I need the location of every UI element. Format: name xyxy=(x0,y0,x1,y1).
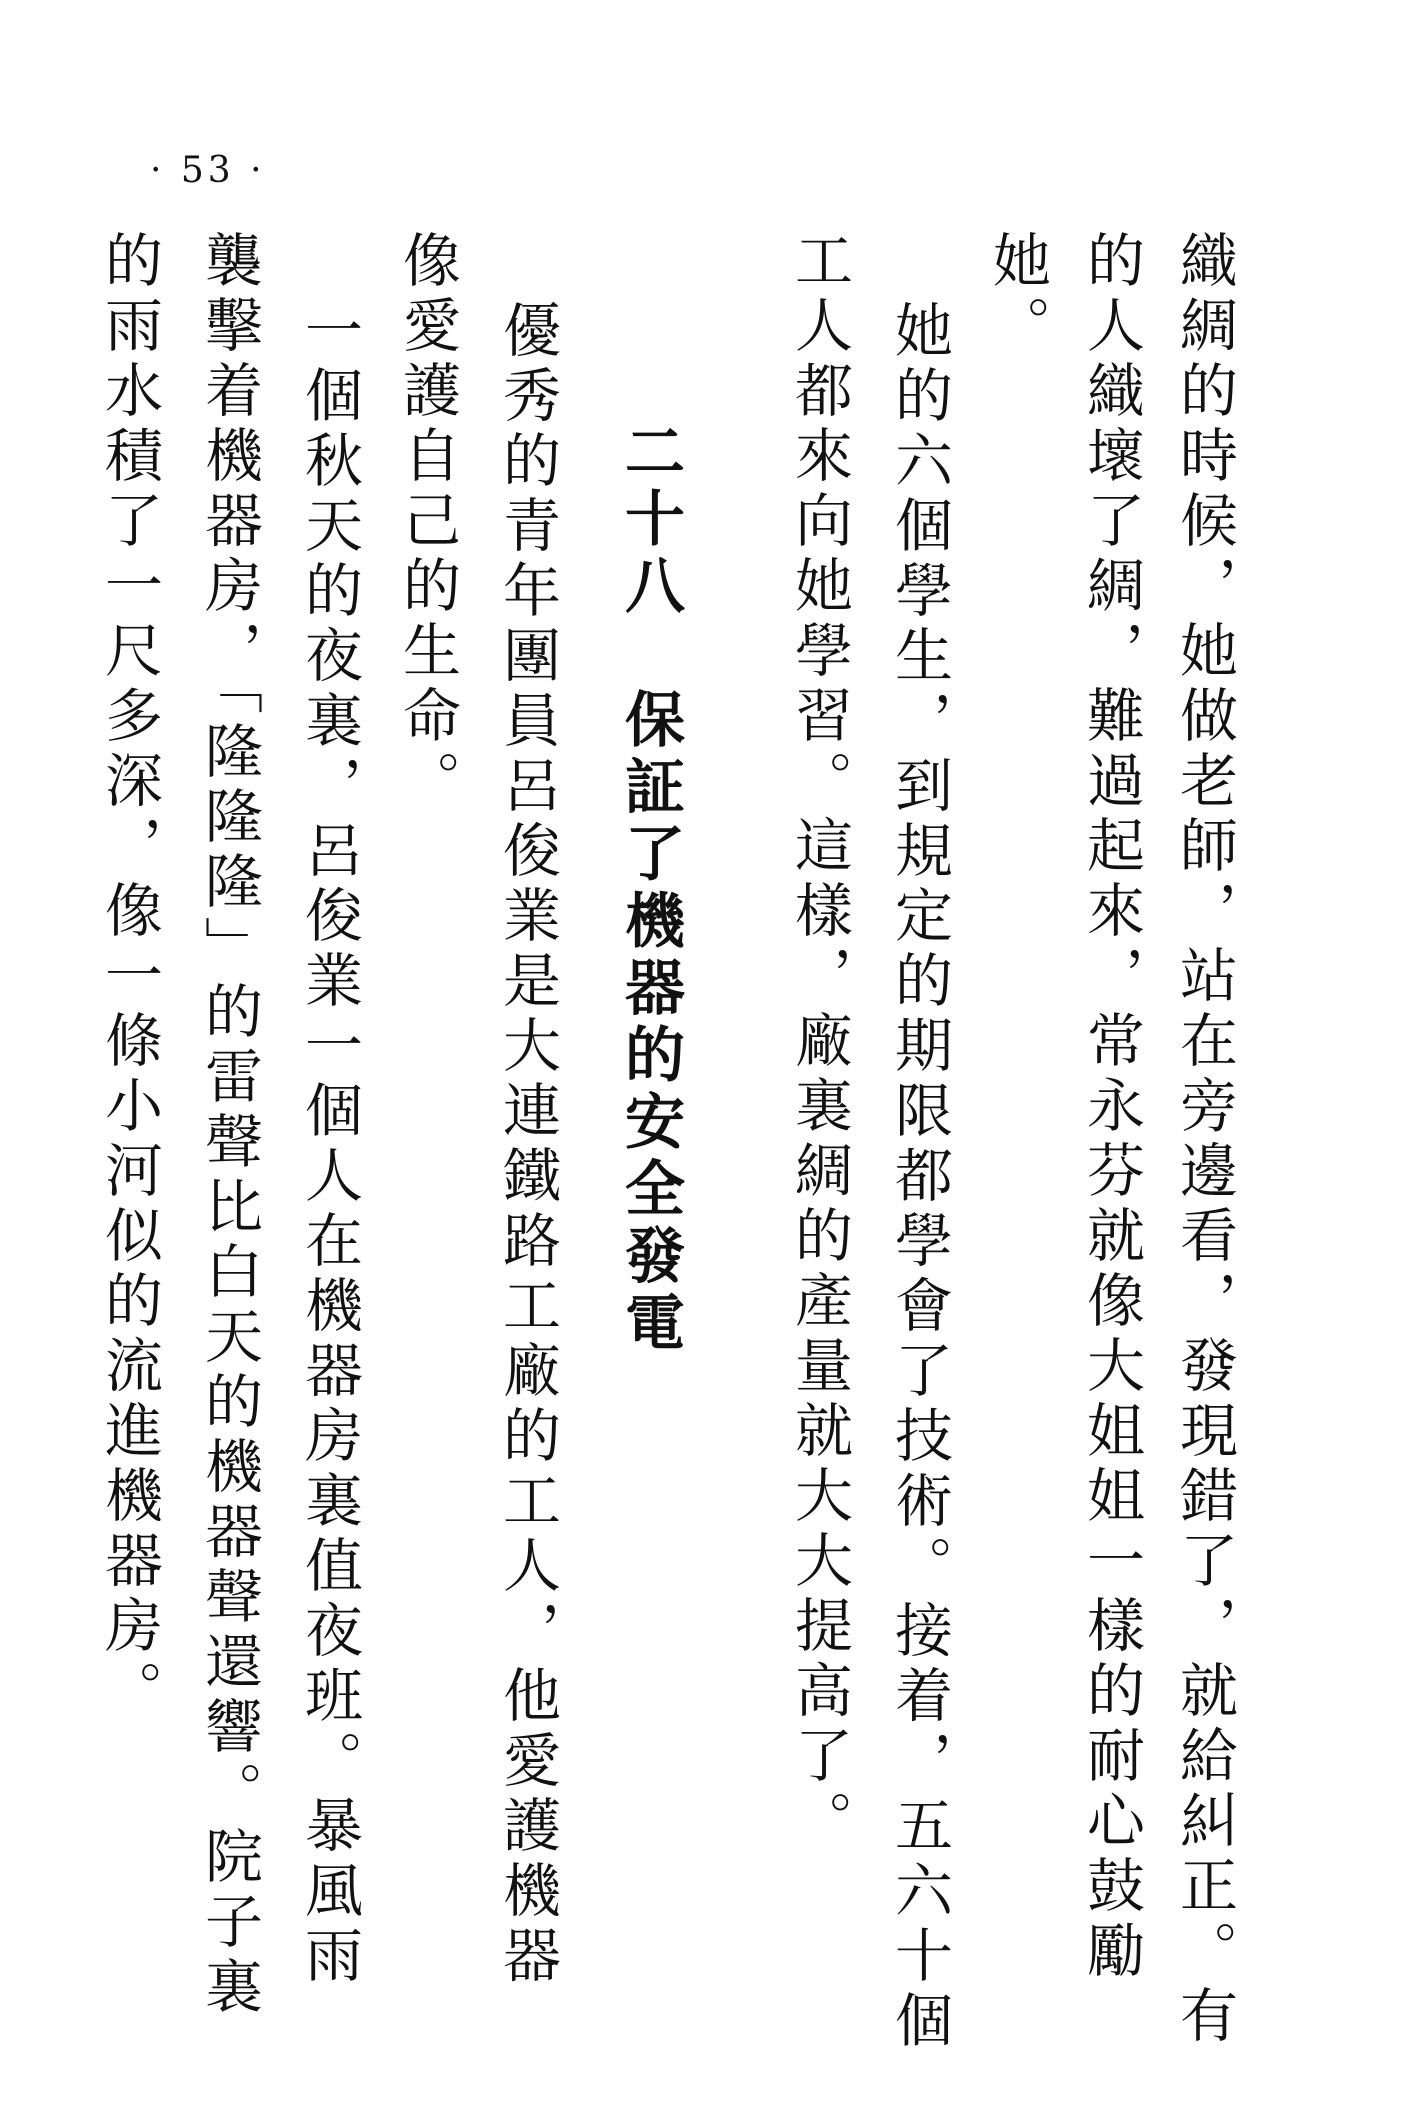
text-column-9: 一個秋天的夜裏，呂俊業一個人在機器房裏值夜班。暴風雨 xyxy=(295,300,363,1990)
text-column-4: 她的六個學生，到規定的期限都學會了技術。接着，五六十個 xyxy=(885,300,953,2055)
text-column-10: 襲擊着機器房，「隆隆隆」的雷聲比白天的機器聲還響。院子裏 xyxy=(195,230,263,2021)
text-column-1: 織綢的時候，她做老師，站在旁邊看，發現錯了，就給糾正。有 xyxy=(1170,230,1238,2050)
page-number: · 53 · xyxy=(150,150,266,191)
text-column-2: 的人織壞了綢，難過起來，常永芬就像大姐姐一樣的耐心鼓勵 xyxy=(1077,230,1145,1985)
text-column-3: 她。 xyxy=(983,230,1051,360)
text-column-5: 工人都來向她學習。這樣，廠裏綢的產量就大大提高了。 xyxy=(785,230,853,1855)
text-column-11: 的雨水積了一尺多深，像一條小河似的流進機器房。 xyxy=(95,230,163,1725)
text-column-8: 像愛護自己的生命。 xyxy=(393,230,461,815)
text-column-7: 優秀的青年團員呂俊業是大連鐵路工廠的工人，他愛護機器 xyxy=(493,300,561,1990)
section-heading: 二十八 保証了機器的安全發電 xyxy=(615,420,685,1358)
